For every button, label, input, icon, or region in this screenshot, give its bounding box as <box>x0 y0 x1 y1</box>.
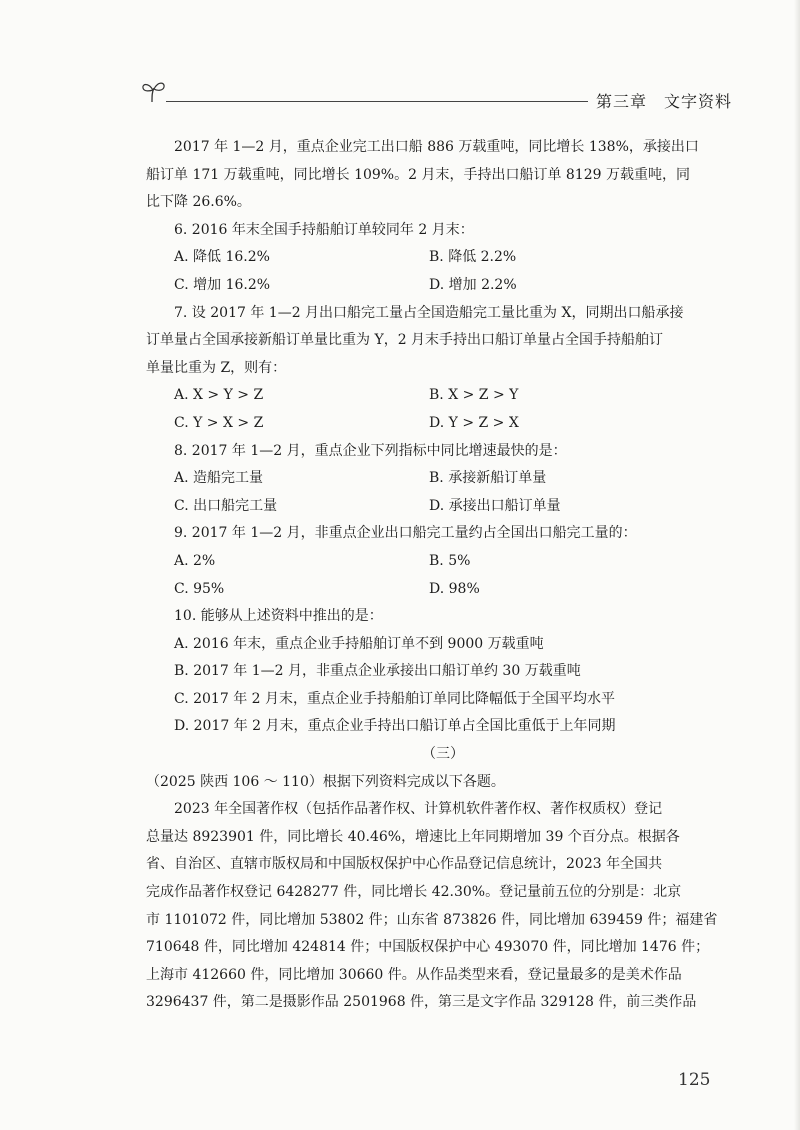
question-7-options-row <box>146 382 740 410</box>
chapter-title: 第三章 文字资料 <box>588 89 732 112</box>
option-c: C. 增加 16.2% <box>174 276 271 293</box>
question-7-options-row <box>146 410 740 438</box>
option-d: D. Y > Z > X <box>429 414 519 431</box>
option-a: A. 降低 16.2% <box>174 249 270 266</box>
question-7-stem: 订单量占全国承接新船订单量比重为 Y，2 月末手持出口船订单量占全国手持船舶订 <box>146 332 664 349</box>
passage-line: 比下降 26.6%。 <box>146 194 251 211</box>
passage-line: 710648 件，同比增加 424814 件；中国版权保护中心 493070 件，同比增加 1476 件； <box>146 939 710 956</box>
scan-edge-shadow <box>794 0 800 1130</box>
passage-line: 2017 年 1—2 月，重点企业完工出口船 886 万载重吨，同比增长 138%，承接出口 <box>174 139 699 155</box>
option-d: D. 承接出口船订单量 <box>429 497 561 514</box>
option-a: A. 2016 年末，重点企业手持船舶订单不到 9000 万载重吨 <box>174 635 544 652</box>
passage-line: 船订单 171 万载重吨，同比增长 109%。2 月末，手持出口船订单 8129 万载重吨，同 <box>146 166 690 183</box>
question-8-stem: 8. 2017 年 1—2 月，重点企业下列指标中同比增速最快的是： <box>174 442 567 459</box>
section-title: （三） <box>422 746 464 763</box>
option-c: C. 2017 年 2 月末，重点企业手持船舶订单同比降幅低于全国平均水平 <box>174 690 615 707</box>
passage-line: 总量达 8923901 件，同比增长 40.46%，增速比上年同期增加 39 个百分点。根据各 <box>146 828 680 845</box>
question-9-stem: 9. 2017 年 1—2 月，非重点企业出口船完工量约占全国出口船完工量的： <box>174 525 637 542</box>
passage-line: 2023 年全国著作权（包括作品著作权、计算机软件著作权、著作权质权）登记 <box>174 801 663 818</box>
page-header <box>138 78 738 118</box>
option-b: B. 降低 2.2% <box>429 249 517 266</box>
option-a: A. 2% <box>174 552 216 569</box>
question-9-options-row <box>146 576 740 604</box>
page-content <box>146 134 740 1017</box>
question-8-options-row <box>146 493 740 521</box>
sprout-leaf-icon <box>138 78 168 108</box>
question-7-stem: 7. 设 2017 年 1—2 月出口船完工量占全国造船完工量比重为 X，同期出口船承接 <box>174 304 684 321</box>
option-b: B. 5% <box>429 552 471 569</box>
option-c: C. 95% <box>174 580 225 597</box>
option-d: D. 增加 2.2% <box>429 276 517 293</box>
passage-line: 完成作品著作权登记 6428277 件，同比增长 42.30%。登记量前五位的分别是：北京 <box>146 884 682 901</box>
option-c: C. 出口船完工量 <box>174 497 278 514</box>
option-d: D. 98% <box>429 580 480 597</box>
passage-line: 上海市 412660 件，同比增加 30660 件。从作品类型来看，登记量最多的是美术作品 <box>146 966 682 983</box>
page-number: 125 <box>678 1070 711 1090</box>
question-6-options-row <box>146 272 740 300</box>
option-d: D. 2017 年 2 月末，重点企业手持出口船订单占全国比重低于上年同期 <box>174 718 616 735</box>
question-10-stem: 10. 能够从上述资料中推出的是： <box>174 608 383 625</box>
passage-line: 3296437 件，第二是摄影作品 2501968 件，第三是文字作品 329128 件，前三类作品 <box>146 994 697 1011</box>
question-8-options-row <box>146 465 740 493</box>
passage-line: 市 1101072 件，同比增加 53802 件；山东省 873826 件，同比增加 639459 件；福建省 <box>146 911 718 928</box>
question-6-options-row <box>146 244 740 272</box>
section-intro: （2025 陕西 106 ～ 110）根据下列资料完成以下各题。 <box>146 773 505 790</box>
option-b: B. X > Z > Y <box>429 387 519 404</box>
question-9-options-row <box>146 548 740 576</box>
option-a: A. X > Y > Z <box>174 387 264 404</box>
option-a: A. 造船完工量 <box>174 470 264 487</box>
option-c: C. Y > X > Z <box>174 414 264 431</box>
question-6-stem: 6. 2016 年末全国手持船舶订单较同年 2 月末： <box>174 221 474 238</box>
question-7-stem: 单量比重为 Z，则有： <box>146 359 287 376</box>
passage-line: 省、自治区、直辖市版权局和中国版权保护中心作品登记信息统计，2023 年全国共 <box>146 856 663 873</box>
option-b: B. 2017 年 1—2 月，非重点企业承接出口船订单约 30 万载重吨 <box>174 663 581 680</box>
option-b: B. 承接新船订单量 <box>429 470 547 487</box>
